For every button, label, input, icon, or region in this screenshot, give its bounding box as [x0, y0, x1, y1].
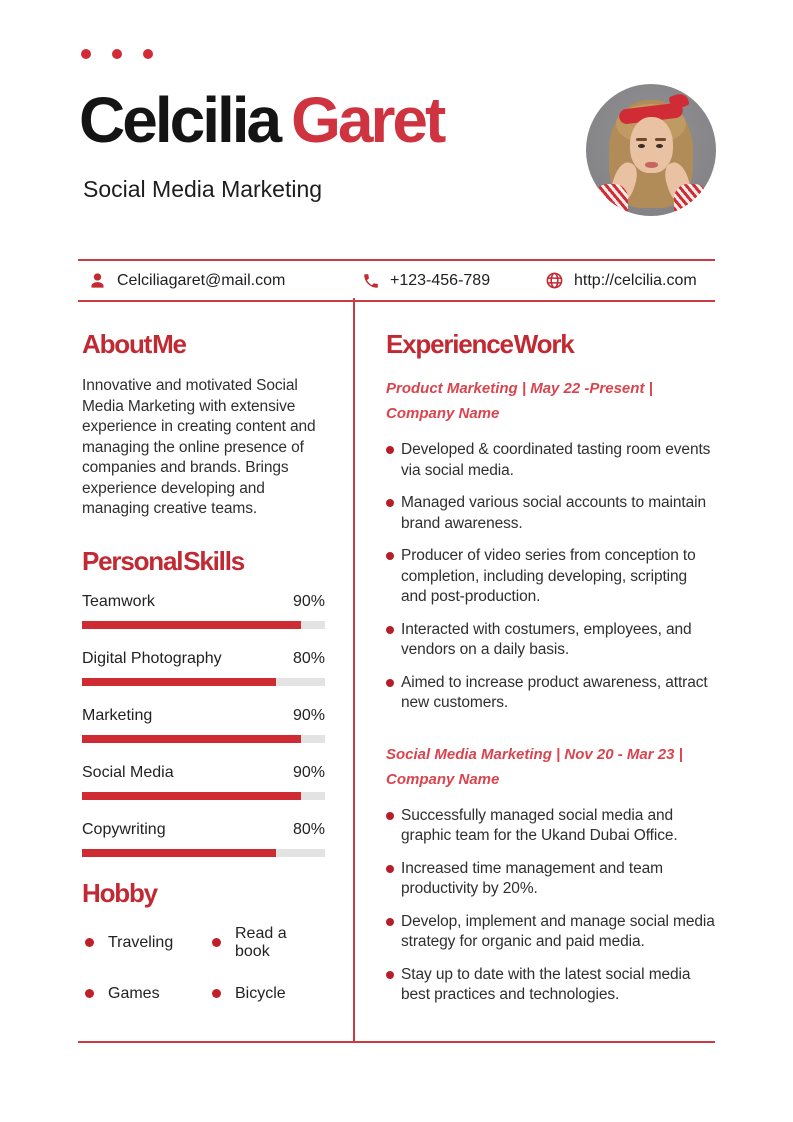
phone-icon: [362, 272, 380, 290]
contact-phone[interactable]: [362, 261, 490, 300]
job-heading-line: Company Name: [386, 770, 500, 788]
right-column: [355, 298, 715, 1041]
experience-bullet-text: Increased time management and team productivity by 20%.: [401, 859, 663, 897]
portrait-shirt: [674, 184, 708, 216]
experience-bullet-text: Successfully managed social media and graphic team for the Ukand Dubai Office.: [401, 806, 678, 844]
skill-label: Copywriting: [82, 820, 166, 838]
bullet-icon: [386, 679, 394, 687]
dot-icon: [143, 49, 153, 59]
experience-bullet-text: Stay up to date with the latest social media best practices and technologies.: [401, 965, 691, 1003]
experience-title: Experience Work: [386, 329, 574, 359]
job-subtitle: Social Media Marketing: [83, 176, 323, 202]
job-heading: [386, 742, 715, 792]
skill-row: [82, 707, 325, 743]
skill-percent: 80%: [292, 649, 325, 667]
bullet-icon: [386, 865, 394, 873]
skill-row: [82, 764, 325, 800]
bullet-icon: [386, 446, 394, 454]
experience-bullet-list: [386, 806, 715, 1006]
skill-percent: 90%: [292, 592, 325, 610]
content-columns: [78, 298, 715, 1043]
skill-label: Marketing: [82, 706, 153, 724]
dot-icon: [112, 49, 122, 59]
portrait-eye: [656, 144, 663, 148]
experience-bullet: [386, 673, 715, 714]
skill-bar-fill: [82, 735, 301, 743]
contact-bar: [78, 259, 715, 302]
portrait-eye: [638, 144, 645, 148]
person-name: [79, 84, 444, 156]
dot-icon: [81, 49, 91, 59]
job-heading-line: Social Media Marketing | Nov 20 - Mar 23 |: [386, 745, 683, 763]
globe-icon: [545, 271, 564, 290]
skill-bar-fill: [82, 849, 276, 857]
bullet-icon: [85, 989, 94, 998]
bullet-icon: [386, 918, 394, 926]
bullet-icon: [212, 938, 221, 947]
bullet-icon: [386, 626, 394, 634]
bullet-icon: [212, 989, 221, 998]
job-heading-line: Company Name: [386, 405, 500, 422]
skill-bar-fill: [82, 678, 276, 686]
skill-row: [82, 593, 325, 629]
skill-row: [82, 650, 325, 686]
skill-bar-track: [82, 621, 325, 629]
bullet-icon: [386, 552, 394, 560]
bullet-icon: [386, 499, 394, 507]
experience-bullet-text: Aimed to increase product awareness, attract new customers.: [401, 673, 708, 711]
experience-bullet-text: Develop, implement and manage social media strategy for organic and paid media.: [401, 912, 715, 950]
contact-email-text: Celciliagaret@mail.com: [117, 271, 286, 289]
hobby-label: Games: [108, 984, 160, 1002]
experience-bullet-text: Producer of video series from conception to completion, including developing, scripting and post-production.: [401, 547, 696, 605]
contact-phone-text: +123-456-789: [390, 271, 491, 289]
skill-label: Teamwork: [82, 592, 155, 610]
skill-percent: 90%: [292, 763, 325, 781]
skill-label: Social Media: [82, 763, 174, 781]
experience-bullet-text: Managed various social accounts to maintain brand awareness.: [401, 494, 707, 532]
hobby-list: [82, 925, 325, 1003]
skill-bar-track: [82, 678, 325, 686]
skill-row: [82, 821, 325, 857]
contact-website-text: http://celcilia.com: [574, 271, 697, 289]
skill-bar-track: [82, 735, 325, 743]
skill-bar-fill: [82, 792, 301, 800]
experience-bullet: [386, 493, 715, 534]
hobby-item: [212, 925, 325, 961]
skill-percent: 90%: [292, 706, 325, 724]
skill-bar-fill: [82, 621, 301, 629]
job-heading-line: Product Marketing | May 22 -Present |: [386, 380, 653, 397]
hobby-label: Read a book: [235, 924, 287, 960]
bullet-icon: [85, 938, 94, 947]
experience-bullet-list: [386, 440, 715, 714]
profile-photo: [586, 84, 716, 216]
skill-label: Digital Photography: [82, 649, 222, 667]
portrait-lips: [645, 162, 658, 168]
about-text: Innovative and motivated Social Media Marketing with extensive experience in creating content and managing the online presence of companies and brands. Brings experience developing and managing creative teams.: [82, 377, 316, 517]
experience-bullet: [386, 965, 715, 1006]
hobby-item: [85, 985, 212, 1003]
experience-bullet: [386, 859, 715, 900]
experience-bullet: [386, 546, 715, 608]
portrait-brow: [655, 138, 666, 141]
experience-bullet: [386, 440, 715, 481]
bullet-icon: [386, 971, 394, 979]
experience-bullet: [386, 912, 715, 953]
bullet-icon: [386, 812, 394, 820]
last-name: Garet: [291, 84, 444, 156]
person-icon: [88, 271, 107, 290]
portrait-shirt: [594, 184, 628, 216]
contact-website[interactable]: [545, 261, 697, 300]
contact-email[interactable]: [88, 261, 285, 300]
experience-bullet-text: Interacted with costumers, employees, and vendors on a daily basis.: [401, 620, 692, 658]
hobby-item: [85, 925, 212, 961]
skill-bar-track: [82, 849, 325, 857]
hobby-label: Traveling: [108, 933, 174, 951]
skill-percent: 80%: [292, 820, 325, 838]
hobby-item: [212, 985, 325, 1003]
experience-bullet: [386, 806, 715, 847]
hobby-title: Hobby: [82, 877, 157, 908]
decorative-dots: [81, 49, 153, 59]
experience-bullet-text: Developed & coordinated tasting room events via social media.: [401, 441, 711, 479]
skills-title: Personal Skills: [82, 545, 244, 576]
first-name: Celcilia: [79, 84, 280, 156]
hobby-label: Bicycle: [235, 984, 286, 1002]
portrait-brow: [636, 138, 647, 141]
skill-bar-track: [82, 792, 325, 800]
experience-bullet: [386, 620, 715, 661]
left-column: [78, 298, 355, 1041]
job-heading: [386, 376, 715, 426]
about-title: About Me: [82, 329, 186, 359]
